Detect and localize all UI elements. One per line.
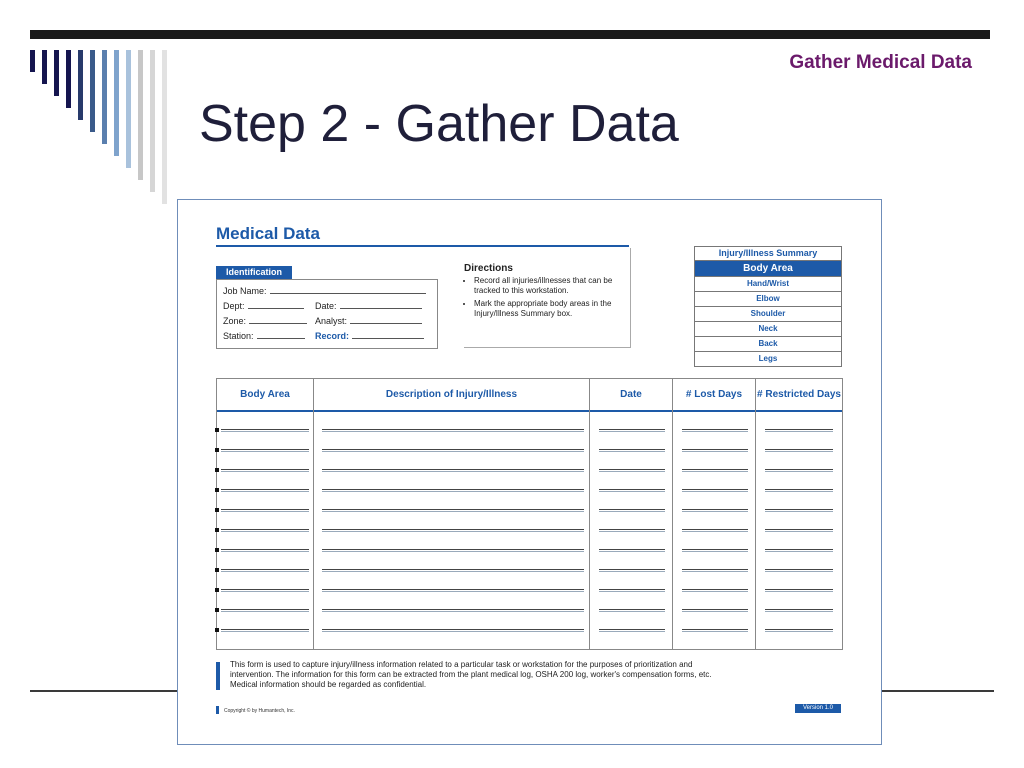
- row-bullet: [215, 608, 219, 612]
- copyright-text: Copyright © by Humantech, Inc.: [224, 708, 295, 714]
- table-row: [217, 539, 842, 559]
- row-underline: [322, 551, 584, 552]
- row-bullet: [215, 488, 219, 492]
- row-line: [599, 589, 665, 590]
- accent-bar-6: [90, 50, 95, 132]
- row-line: [599, 549, 665, 550]
- row-underline: [682, 451, 748, 452]
- row-line: [322, 429, 584, 430]
- identification-box: [216, 279, 438, 349]
- row-line: [765, 589, 833, 590]
- footnote-text: This form is used to capture injury/illness information related to a particular task or workstation for the purposes of prioritization and intervention. The information for this form can be extracted from the plant medical log, OSHA 200 log, worker's compensation forms, etc. Medical information should be regarded as confidential.: [230, 660, 712, 689]
- table-row: [217, 479, 842, 499]
- row-underline: [682, 571, 748, 572]
- row-underline: [322, 511, 584, 512]
- row-line: [682, 569, 748, 570]
- accent-bar-10: [138, 50, 143, 180]
- row-line: [765, 609, 833, 610]
- row-line: [221, 569, 309, 570]
- row-bullet: [215, 448, 219, 452]
- row-line: [221, 449, 309, 450]
- row-line: [221, 469, 309, 470]
- row-line: [599, 469, 665, 470]
- row-underline: [221, 631, 309, 632]
- row-line: [322, 529, 584, 530]
- row-underline: [221, 471, 309, 472]
- row-underline: [599, 511, 665, 512]
- row-line: [682, 509, 748, 510]
- table-row: [217, 619, 842, 639]
- row-line: [322, 509, 584, 510]
- accent-bar-2: [42, 50, 47, 84]
- table-row: [217, 459, 842, 479]
- row-underline: [322, 431, 584, 432]
- accent-bar-11: [150, 50, 155, 192]
- slide-title: Step 2 - Gather Data: [199, 95, 679, 153]
- row-bullet: [215, 528, 219, 532]
- job-name-field: [223, 285, 426, 296]
- row-underline: [322, 531, 584, 532]
- station-line: [257, 330, 305, 339]
- station-field: [223, 330, 305, 341]
- row-underline: [221, 491, 309, 492]
- row-line: [322, 549, 584, 550]
- col-header-lost-days: # Lost Days: [685, 388, 743, 400]
- row-underline: [682, 631, 748, 632]
- row-underline: [599, 571, 665, 572]
- row-underline: [599, 471, 665, 472]
- row-underline: [599, 551, 665, 552]
- row-underline: [682, 431, 748, 432]
- row-line: [599, 629, 665, 630]
- station-label: Station:: [223, 331, 254, 341]
- row-underline: [599, 591, 665, 592]
- directions-box: [464, 248, 631, 348]
- table-row: [217, 439, 842, 459]
- summary-item-legs: Legs: [695, 351, 841, 366]
- row-underline: [765, 491, 833, 492]
- copyright-accent-bar: [216, 706, 219, 714]
- analyst-line: [350, 315, 422, 324]
- row-line: [322, 609, 584, 610]
- row-underline: [322, 451, 584, 452]
- summary-header: Injury/Illness Summary: [695, 247, 841, 261]
- row-bullet: [215, 548, 219, 552]
- row-underline: [221, 451, 309, 452]
- table-row: [217, 579, 842, 599]
- row-bullet: [215, 468, 219, 472]
- accent-bar-12: [162, 50, 167, 204]
- row-line: [221, 529, 309, 530]
- injury-table: [216, 378, 843, 650]
- row-line: [322, 449, 584, 450]
- row-line: [599, 609, 665, 610]
- dept-label: Dept:: [223, 301, 245, 311]
- row-line: [322, 489, 584, 490]
- row-underline: [765, 471, 833, 472]
- table-row: [217, 519, 842, 539]
- right-divider: [880, 690, 994, 692]
- row-line: [682, 469, 748, 470]
- row-line: [765, 429, 833, 430]
- row-underline: [322, 571, 584, 572]
- directions-list: [464, 276, 624, 322]
- row-line: [682, 449, 748, 450]
- row-underline: [599, 531, 665, 532]
- top-bar: [30, 30, 990, 39]
- dept-field: [223, 300, 304, 311]
- record-line: [352, 330, 424, 339]
- accent-bar-5: [78, 50, 83, 120]
- summary-item-elbow: Elbow: [695, 291, 841, 306]
- table-header: [217, 379, 842, 412]
- row-line: [765, 469, 833, 470]
- row-line: [765, 489, 833, 490]
- row-underline: [322, 591, 584, 592]
- date-label: Date:: [315, 301, 337, 311]
- row-underline: [765, 611, 833, 612]
- accent-bar-4: [66, 50, 71, 108]
- summary-body-area: Body Area: [695, 261, 841, 276]
- title-rule: [216, 245, 629, 247]
- row-underline: [765, 451, 833, 452]
- row-underline: [221, 531, 309, 532]
- zone-field: [223, 315, 307, 326]
- row-underline: [221, 551, 309, 552]
- row-underline: [322, 631, 584, 632]
- row-line: [682, 549, 748, 550]
- row-line: [221, 549, 309, 550]
- zone-label: Zone:: [223, 316, 247, 326]
- identification-tab: Identification: [216, 266, 292, 279]
- row-underline: [682, 611, 748, 612]
- accent-bar-3: [54, 50, 59, 96]
- row-underline: [599, 611, 665, 612]
- row-line: [221, 429, 309, 430]
- dept-line: [248, 300, 304, 309]
- row-line: [682, 609, 748, 610]
- row-line: [599, 569, 665, 570]
- row-line: [765, 629, 833, 630]
- row-underline: [599, 631, 665, 632]
- row-underline: [322, 471, 584, 472]
- col-header-description: Description of Injury/Illness: [385, 388, 518, 400]
- row-underline: [221, 431, 309, 432]
- row-line: [682, 629, 748, 630]
- table-row: [217, 419, 842, 439]
- summary-item-shoulder: Shoulder: [695, 306, 841, 321]
- summary-item-back: Back: [695, 336, 841, 351]
- row-line: [765, 529, 833, 530]
- row-underline: [765, 591, 833, 592]
- row-underline: [765, 571, 833, 572]
- row-line: [682, 489, 748, 490]
- row-line: [322, 629, 584, 630]
- table-row: [217, 599, 842, 619]
- row-line: [765, 509, 833, 510]
- medical-data-form: [177, 199, 882, 745]
- job-name-label: Job Name:: [223, 286, 267, 296]
- col-header-restricted-days: # Restricted Days: [757, 388, 841, 400]
- record-label: Record:: [315, 331, 350, 341]
- section-title: Gather Medical Data: [789, 52, 972, 73]
- accent-bar-8: [114, 50, 119, 156]
- row-line: [765, 449, 833, 450]
- row-line: [322, 589, 584, 590]
- row-line: [322, 469, 584, 470]
- directions-title: Directions: [464, 263, 513, 274]
- row-bullet: [215, 588, 219, 592]
- summary-item-hand-wrist: Hand/Wrist: [695, 276, 841, 291]
- date-field: [315, 300, 422, 311]
- row-underline: [221, 611, 309, 612]
- row-underline: [682, 471, 748, 472]
- row-underline: [765, 531, 833, 532]
- row-underline: [221, 511, 309, 512]
- row-underline: [765, 431, 833, 432]
- injury-summary-box: [694, 246, 842, 367]
- row-line: [322, 569, 584, 570]
- row-line: [599, 529, 665, 530]
- row-underline: [682, 511, 748, 512]
- table-row: [217, 559, 842, 579]
- row-underline: [765, 631, 833, 632]
- summary-item-neck: Neck: [695, 321, 841, 336]
- row-bullet: [215, 428, 219, 432]
- row-line: [765, 569, 833, 570]
- row-underline: [765, 511, 833, 512]
- row-bullet: [215, 508, 219, 512]
- row-underline: [221, 571, 309, 572]
- row-line: [221, 609, 309, 610]
- col-header-date: Date: [620, 388, 642, 400]
- job-name-line: [270, 285, 426, 294]
- row-line: [599, 449, 665, 450]
- row-bullet: [215, 628, 219, 632]
- row-line: [221, 489, 309, 490]
- row-line: [221, 509, 309, 510]
- col-header-body-area: Body Area: [240, 388, 290, 400]
- row-line: [221, 629, 309, 630]
- left-divider: [30, 690, 177, 692]
- accent-bar-7: [102, 50, 107, 144]
- form-title: Medical Data: [216, 224, 320, 243]
- version-badge: Version 1.0: [795, 704, 841, 713]
- row-underline: [682, 551, 748, 552]
- analyst-field: [315, 315, 422, 326]
- row-line: [682, 589, 748, 590]
- analyst-label: Analyst:: [315, 316, 348, 326]
- row-underline: [322, 491, 584, 492]
- table-row: [217, 499, 842, 519]
- row-line: [599, 509, 665, 510]
- row-underline: [682, 531, 748, 532]
- row-line: [599, 429, 665, 430]
- zone-line: [249, 315, 307, 324]
- row-underline: [221, 591, 309, 592]
- direction-item: • Mark the appropriate body areas in the Injury/Illness Summary box.: [474, 299, 624, 319]
- row-underline: [682, 491, 748, 492]
- row-line: [599, 489, 665, 490]
- row-underline: [599, 451, 665, 452]
- row-line: [682, 429, 748, 430]
- row-underline: [599, 431, 665, 432]
- accent-bar-1: [30, 50, 35, 72]
- row-bullet: [215, 568, 219, 572]
- accent-bar-9: [126, 50, 131, 168]
- date-line: [340, 300, 422, 309]
- row-line: [682, 529, 748, 530]
- footnote-accent-bar: [216, 662, 220, 690]
- row-line: [765, 549, 833, 550]
- row-underline: [322, 611, 584, 612]
- record-field: [315, 330, 424, 341]
- row-underline: [599, 491, 665, 492]
- row-underline: [765, 551, 833, 552]
- direction-item: • Record all injuries/illnesses that can be tracked to this workstation.: [474, 276, 624, 296]
- row-line: [221, 589, 309, 590]
- row-underline: [682, 591, 748, 592]
